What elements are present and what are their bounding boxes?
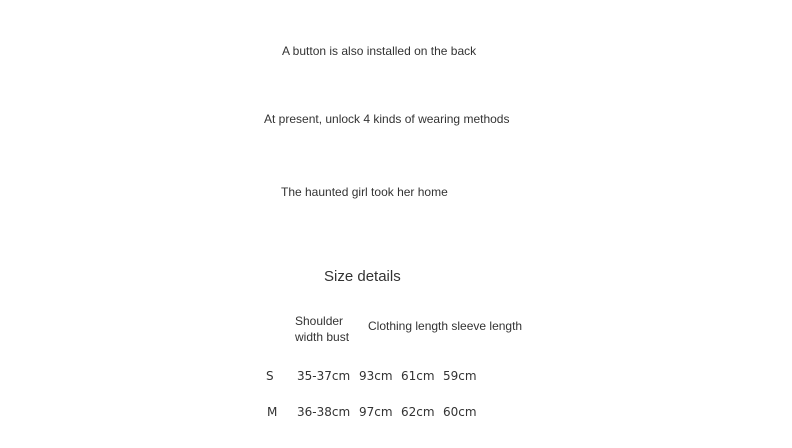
clothing-length-value: 93cm bbox=[359, 369, 393, 383]
size-details-title: Size details bbox=[324, 268, 401, 285]
size-label: S bbox=[266, 369, 274, 383]
shoulder-bust-value: 35-37cm bbox=[297, 369, 351, 383]
size-label: M bbox=[267, 405, 278, 419]
header-shoulder-width-bust: Shoulder width bust bbox=[295, 314, 350, 344]
sleeve-length-value: 61cm bbox=[401, 369, 435, 383]
description-line-3: The haunted girl took her home bbox=[281, 185, 448, 199]
sleeve-length-value: 62cm bbox=[401, 405, 435, 419]
description-line-1: A button is also installed on the back bbox=[282, 44, 477, 58]
header-clothing-sleeve-length: Clothing length sleeve length bbox=[368, 319, 523, 333]
shoulder-bust-value: 36-38cm bbox=[297, 405, 351, 419]
extra-measure-value: 59cm bbox=[443, 369, 477, 383]
extra-measure-value: 60cm bbox=[443, 405, 477, 419]
description-line-2: At present, unlock 4 kinds of wearing methods bbox=[264, 112, 510, 126]
clothing-length-value: 97cm bbox=[359, 405, 393, 419]
